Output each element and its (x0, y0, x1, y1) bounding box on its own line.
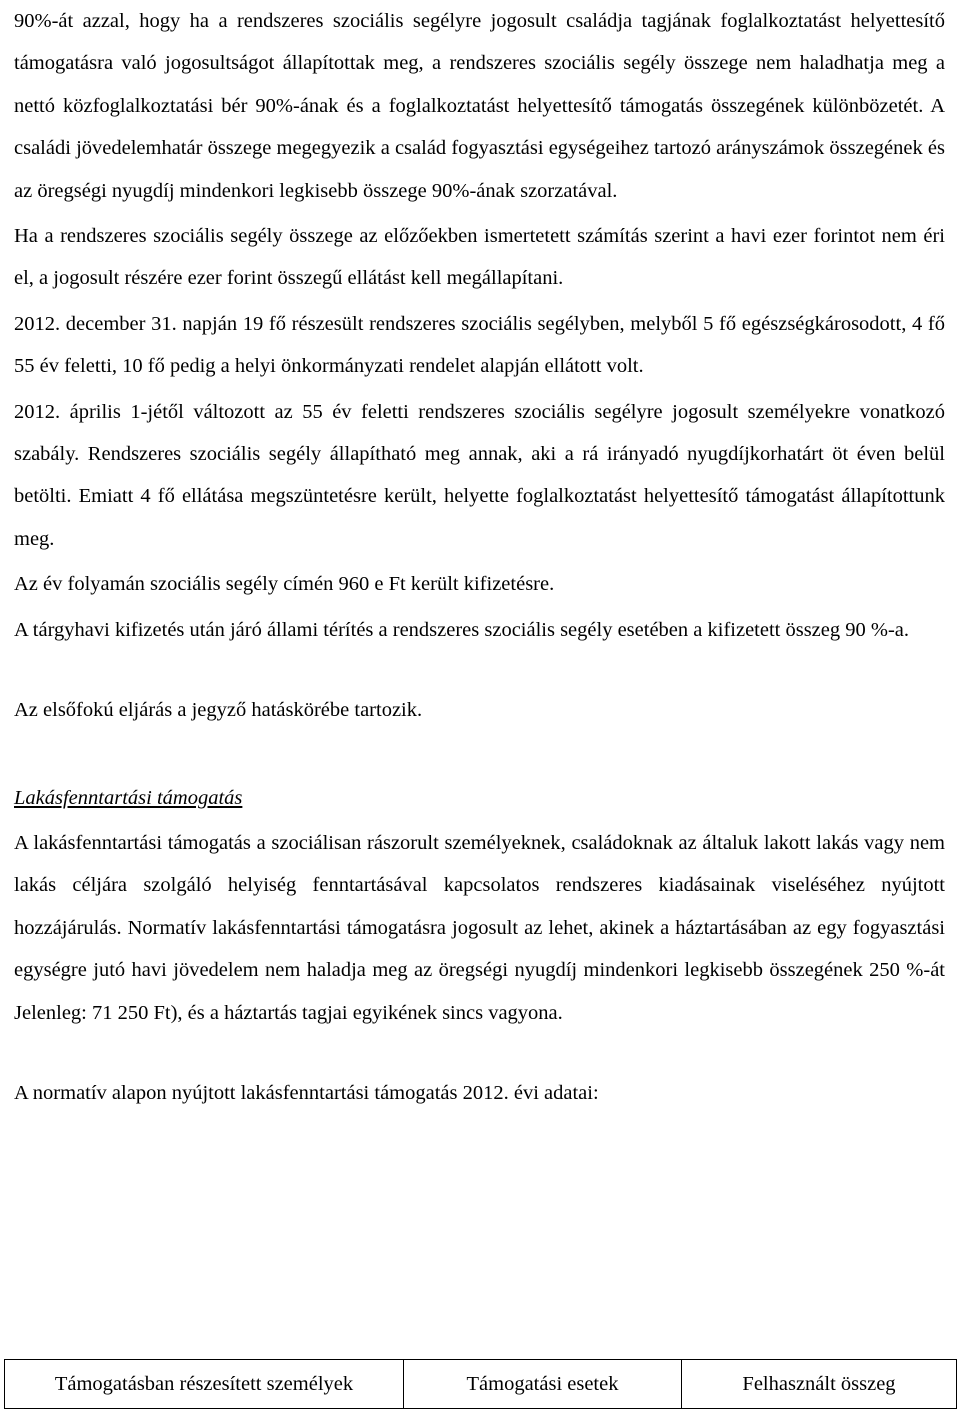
data-table-container (4, 1359, 956, 1409)
paragraph-income-limit: 90%-át azzal, hogy ha a rendszeres szociális segélyre jogosult családja tagjának foglalkoztatást helyettesítő támogatásra való jogosultságot állapítottak meg, a rendszeres szociális segély összege nem haladhatja meg a nettó közfoglalkoztatási bér 90%-ának és a foglalkoztatást helyettesítő támogatás összegének különbözetét. A családi jövedelemhatár összege megegyezik a család fogyasztási egységeihez tartozó arányszámok összegének és az öregségi nyugdíj mindenkori legkisebb összege 90%-ának szorzatával. (14, 10, 945, 202)
table-header-cell: Támogatásban részesített személyek (5, 1360, 404, 1409)
paragraph-authority: Az elsőfokú eljárás a jegyző hatáskörébe tartozik. (14, 699, 423, 722)
section-heading-housing-support: Lakásfenntartási támogatás (14, 786, 243, 809)
housing-support-table (4, 1359, 957, 1409)
table-header-cell: Támogatási esetek (404, 1360, 682, 1409)
document-body (14, 0, 945, 1114)
paragraph-table-intro: A normatív alapon nyújtott lakásfenntartási támogatás 2012. évi adatai: (14, 1081, 599, 1104)
table-header-row (5, 1360, 957, 1409)
paragraph-housing-support-definition: A lakásfenntartási támogatás a szociálisan rászorult személyeknek, családoknak az általuk lakott lakás vagy nem lakás céljára szolgáló helyiség fenntartásával kapcsolatos rendszeres kiadásainak viseléséhez nyújtott hozzájárulás. Normatív lakásfenntartási támogatásra jogosult az lehet, akinek a háztartásában az egy fogyasztási egységre jutó havi jövedelem nem haladja meg az öregségi nyugdíj mindenkori legkisebb összegének 250 %-át Jelenleg: 71 250 Ft), és a háztartás tagjai egyikének sincs vagyona. (14, 831, 945, 1024)
table-header-cell: Felhasznált összeg (682, 1360, 957, 1409)
paragraph-rule-change: 2012. április 1-jétől változott az 55 év feletti rendszeres szociális segélyre jogosult személyekre vonatkozó szabály. Rendszeres szociális segély állapítható meg annak, aki a rá irányadó nyugdíjkorhatárt öt éven belül betölti. Emiatt 4 fő ellátása megszüntetésre került, helyette foglalkoztatást helyettesítő támogatást állapítottunk meg. (14, 400, 945, 550)
paragraph-annual-payment: Az év folyamán szociális segély címén 960 e Ft került kifizetésre. (14, 573, 555, 596)
paragraph-recipients-2012: 2012. december 31. napján 19 fő részesült rendszeres szociális segélyben, melyből 5 fő egészségkárosodott, 4 fő 55 év feletti, 10 fő pedig a helyi önkormányzati rendelet alapján ellátott volt. (14, 312, 945, 378)
paragraph-minimum-benefit: Ha a rendszeres szociális segély összege az előzőekben ismertetett számítás szerint a havi ezer forintot nem éri el, a jogosult részére ezer forint összegű ellátást kell megállapítani. (14, 225, 945, 290)
paragraph-state-refund: A tárgyhavi kifizetés után járó állami térítés a rendszeres szociális segély esetében a kifizetett összeg 90 %-a. (14, 618, 910, 641)
